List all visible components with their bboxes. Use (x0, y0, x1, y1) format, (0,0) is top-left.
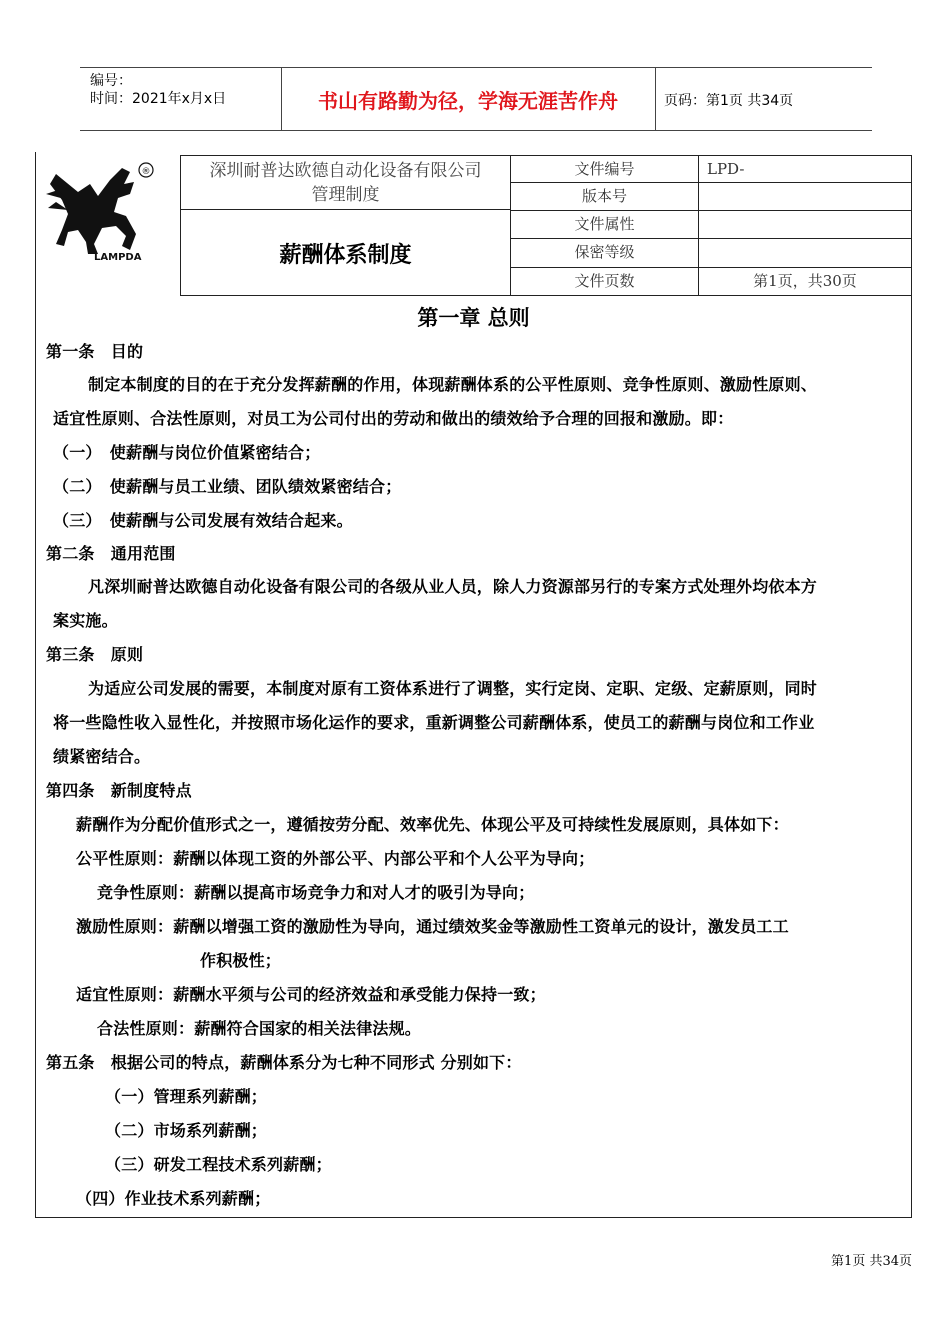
document (35, 152, 912, 1218)
body-frame (35, 296, 912, 1218)
article-heading: 第一条 目的 (46, 342, 144, 361)
article-heading: 第三条 原则 (46, 645, 144, 664)
paragraph-line: 案实施。 (53, 611, 118, 630)
paragraph-line: 制定本制度的目的在于充分发挥薪酬的作用，体现薪酬体系的公平性原则、竞争性原则、激励性原则、 (88, 375, 818, 394)
principle-line: 竞争性原则：薪酬以提高市场竞争力和对人才的吸引为导向； (97, 883, 535, 902)
article-heading: 第四条 新制度特点 (46, 781, 192, 800)
list-item: （二）市场系列薪酬； (105, 1121, 268, 1140)
chapter-heading: 第一章 总则 (417, 306, 530, 330)
title-cell (180, 209, 511, 296)
header-meta (90, 72, 226, 108)
principle-line: 激励性原则：薪酬以增强工资的激励性为导向，通过绩效奖金等激励性工资单元的设计，激发员工工 (76, 917, 789, 936)
field-value: 第1页，共30页 (698, 267, 912, 296)
company-name: 深圳耐普达欧德自动化设备有限公司 (209, 161, 482, 181)
time-label: 时间：2021年x月x日 (90, 91, 227, 107)
paragraph-line: 为适应公司发展的需要，本制度对原有工资体系进行了调整，实行定岗、定职、定级、定薪原则，同时 (88, 679, 818, 698)
field-value (698, 182, 912, 211)
paragraph-line: 适宜性原则、合法性原则，对员工为公司付出的劳动和做出的绩效给予合理的回报和激励。即： (53, 409, 734, 428)
list-item: （二） 使薪酬与员工业绩、团队绩效紧密结合； (53, 477, 402, 496)
field-value (698, 238, 912, 268)
list-item: （三） 使薪酬与公司发展有效结合起来。 (53, 511, 353, 530)
logo-mark: ® (141, 167, 151, 177)
principle-line: 合法性原则：薪酬符合国家的相关法律法规。 (97, 1019, 422, 1038)
list-item: （一） 使薪酬与岗位价值紧密结合； (53, 443, 321, 462)
paragraph-line: 薪酬作为分配价值形式之一，遵循按劳分配、效率优先、体现公平及可持续性发展原则，具体如下： (76, 815, 789, 834)
field-label: 文件编号 (510, 155, 699, 183)
document-control-table (35, 152, 912, 296)
paragraph-line: 绩紧密结合。 (53, 747, 151, 766)
principle-line: 作积极性； (200, 951, 282, 970)
article-heading: 第二条 通用范围 (46, 544, 176, 563)
footer-page-info: 第1页 共34页 (831, 1254, 912, 1269)
motto: 书山有路勤为径，学海无涯苦作舟 (318, 89, 618, 113)
field-label: 版本号 (510, 182, 699, 211)
paragraph-line: 凡深圳耐普达欧德自动化设备有限公司的各级从业人员，除人力资源部另行的专案方式处理外均依本方 (88, 577, 818, 596)
logo-text: LAMPDA (94, 252, 142, 263)
article-heading: 第五条 根据公司的特点，薪酬体系分为七种不同形式 分别如下： (46, 1053, 522, 1072)
divider (655, 68, 656, 130)
serial-label: 编号： (90, 73, 132, 89)
logo-cell (35, 152, 180, 296)
field-label: 文件页数 (510, 267, 699, 296)
field-label: 保密等级 (510, 238, 699, 268)
list-item: （一）管理系列薪酬； (105, 1087, 268, 1106)
principle-line: 公平性原则：薪酬以体现工资的外部公平、内部公平和个人公平为导向； (76, 849, 595, 868)
field-label: 文件属性 (510, 210, 699, 239)
system-type: 管理制度 (311, 185, 380, 205)
field-value (698, 210, 912, 239)
paragraph-line: 将一些隐性收入显性化，并按照市场化运作的要求，重新调整公司薪酬体系，使员工的薪酬与岗位和工作业 (53, 713, 815, 732)
header-strip (80, 67, 872, 131)
header-page-info: 页码：第1页 共34页 (664, 93, 794, 109)
principle-line: 适宜性原则：薪酬水平须与公司的经济效益和承受能力保持一致； (76, 985, 546, 1004)
company-logo (38, 154, 178, 266)
field-value: LPD- (698, 155, 912, 183)
list-item: （四）作业技术系列薪酬； (76, 1189, 271, 1208)
document-title: 薪酬体系制度 (279, 243, 412, 268)
list-item: （三）研发工程技术系列薪酬； (105, 1155, 332, 1174)
company-cell (180, 155, 511, 210)
